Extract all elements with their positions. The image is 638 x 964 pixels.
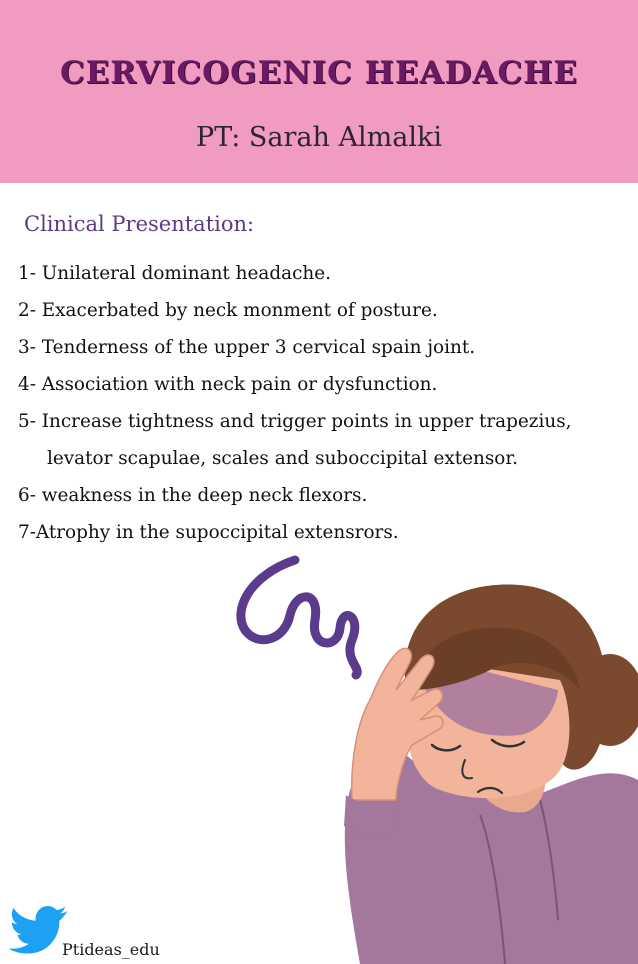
page-title: CERVICOGENIC HEADACHE <box>59 55 579 91</box>
author-subtitle: PT: Sarah Almalki <box>196 122 442 153</box>
spiral-icon <box>241 560 357 675</box>
list-item: 7-Atrophy in the supoccipital extensrors. <box>18 522 399 543</box>
headache-woman-illustration <box>0 540 638 964</box>
header-banner <box>0 0 638 183</box>
list-item: 1- Unilateral dominant headache. <box>18 263 331 284</box>
presentation-list <box>18 255 633 551</box>
list-item-continuation: levator scapulae, scales and suboccipital extensor. <box>47 448 518 469</box>
list-item: 3- Tenderness of the upper 3 cervical spain joint. <box>18 337 476 358</box>
list-item: 2- Exacerbated by neck monment of posture. <box>18 300 438 321</box>
section-heading: Clinical Presentation: <box>24 212 255 236</box>
list-item: 6- weakness in the deep neck flexors. <box>18 485 368 506</box>
twitter-bird-icon <box>10 906 70 956</box>
list-item: 5- Increase tightness and trigger points in upper trapezius, levator scapulae, scales and suboccipital extensor. <box>18 403 633 477</box>
twitter-handle: Ptideas_edu <box>62 940 160 959</box>
list-item: 4- Association with neck pain or dysfunction. <box>18 374 438 395</box>
